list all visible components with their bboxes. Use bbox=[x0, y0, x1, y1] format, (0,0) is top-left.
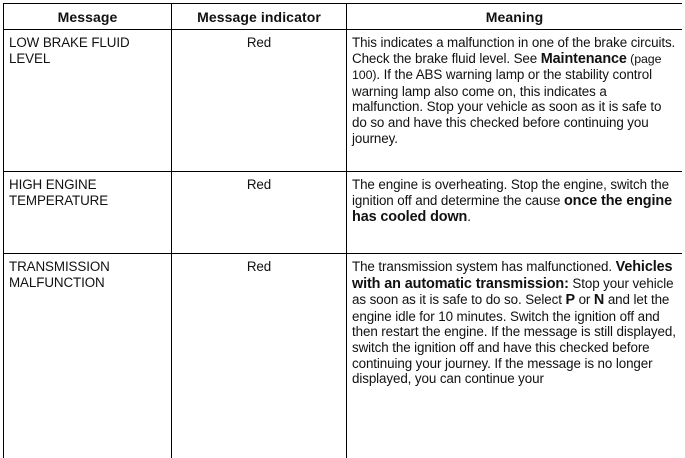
row-indicator: Red bbox=[172, 254, 347, 458]
table-row bbox=[4, 172, 683, 254]
table-row bbox=[4, 254, 683, 458]
meaning-text: This indicates a malfunction in one of the brake circuits. Check the brake fluid level. See bbox=[352, 35, 676, 66]
row-indicator: Red bbox=[172, 30, 347, 172]
meaning-text: or bbox=[574, 292, 594, 308]
row-meaning bbox=[347, 172, 683, 254]
meaning-text: The transmission system has malfunctioned. bbox=[352, 259, 616, 274]
meaning-text: The engine is overheating. Stop the engine, switch the ignition off and determine the cause bbox=[352, 177, 669, 208]
header-message: Message bbox=[4, 4, 172, 30]
message-table bbox=[3, 3, 682, 458]
gear-n-label: N bbox=[593, 292, 605, 309]
header-message-indicator: Message indicator bbox=[172, 4, 347, 30]
row-message: HIGH ENGINE TEMPERATURE bbox=[4, 172, 172, 254]
maintenance-reference-link[interactable]: Maintenance bbox=[540, 50, 627, 67]
row-message: TRANSMISSION MALFUNCTION bbox=[4, 254, 172, 458]
gear-p-label: P bbox=[565, 292, 575, 309]
row-meaning bbox=[347, 254, 683, 458]
table-row bbox=[4, 30, 683, 172]
meaning-text: . bbox=[467, 209, 471, 225]
meaning-text: Stop your vehicle as soon as it is safe to do so. Select bbox=[352, 275, 674, 308]
meaning-text: . If the ABS warning lamp or the stability control warning lamp also come on, this indicates a malfunction. Stop your vehicle as soon as it is safe to do so and have this checked before continuing you journey. bbox=[352, 67, 662, 146]
page-reference: (page 100) bbox=[352, 51, 662, 83]
row-message: LOW BRAKE FLUID LEVEL bbox=[4, 30, 172, 172]
manual-page bbox=[3, 3, 682, 458]
meaning-text: and let the engine idle for 10 minutes. Switch the ignition off and then restart the engine. If the message is still displayed, switch the ignition off and have this checked before continuing your journey. If the message is no longer displayed, you can continue your bbox=[352, 292, 676, 387]
row-indicator: Red bbox=[172, 172, 347, 254]
meaning-emphasis: Vehicles with an automatic transmission: bbox=[352, 259, 673, 292]
header-meaning: Meaning bbox=[347, 4, 683, 30]
meaning-emphasis: once the engine has cooled down bbox=[352, 192, 672, 226]
table-header-row bbox=[4, 4, 683, 30]
row-meaning bbox=[347, 30, 683, 172]
